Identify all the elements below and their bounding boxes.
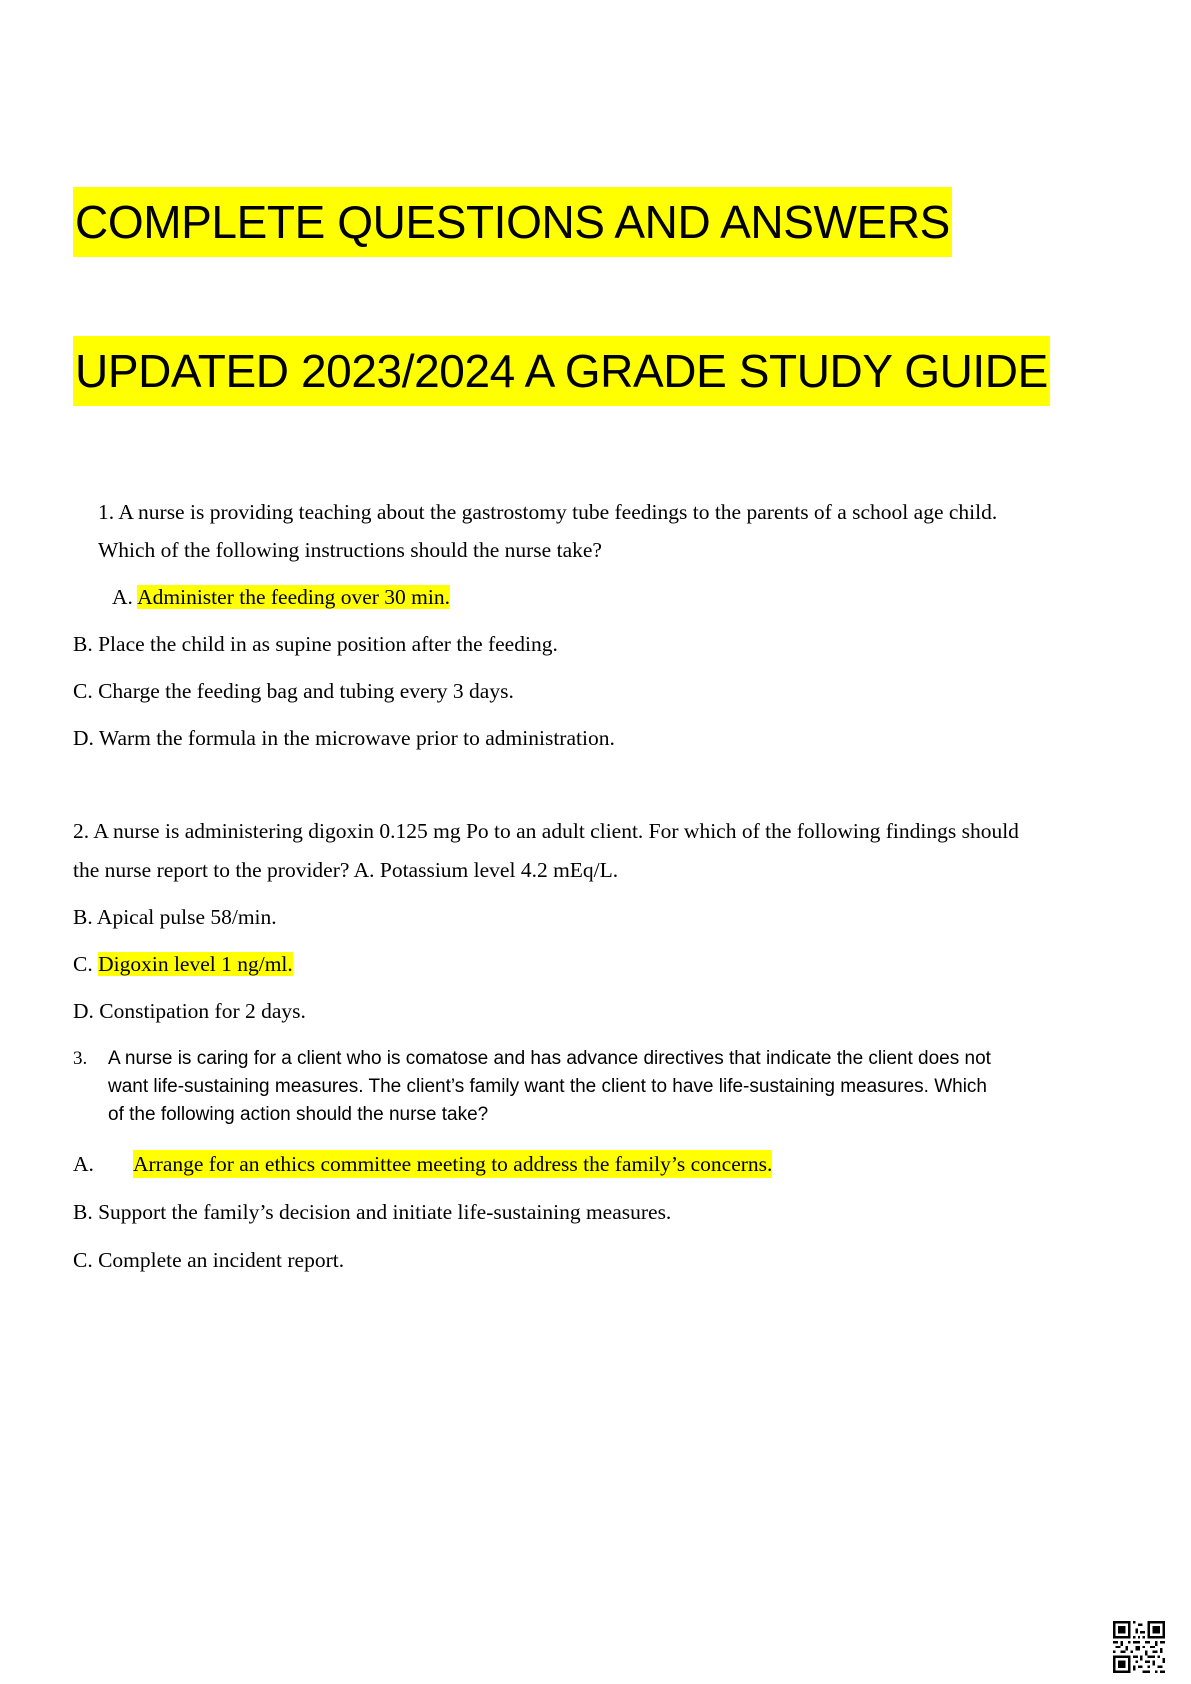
qr-code-icon xyxy=(1113,1621,1165,1673)
question-1-line-1: 1. A nurse is providing teaching about the gastrostomy tube feedings to the parents of a school age child. xyxy=(98,500,998,524)
option-letter: D. xyxy=(73,999,94,1023)
q2-option-b xyxy=(73,903,277,931)
title-line-2: UPDATED 2023/2024 A GRADE STUDY GUIDE xyxy=(73,336,1050,406)
question-3-line-1: A nurse is caring for a client who is comatose and has advance directives that indicate the client does not xyxy=(108,1048,991,1069)
option-letter: D. xyxy=(73,726,94,750)
q3-option-b xyxy=(73,1198,671,1226)
option-letter: C. xyxy=(73,952,93,976)
option-text: Charge the feeding bag and tubing every 3 days. xyxy=(98,679,514,703)
option-letter: C. xyxy=(73,679,93,703)
question-3-line-3: of the following action should the nurse take? xyxy=(108,1104,489,1125)
question-1-line-2: Which of the following instructions should the nurse take? xyxy=(98,538,602,562)
q1-option-c xyxy=(73,677,514,705)
question-3-line-2: want life-sustaining measures. The client’s family want the client to have life-sustaining measures. Which xyxy=(108,1076,987,1097)
option-text: Warm the formula in the microwave prior to administration. xyxy=(98,726,615,750)
q3-option-a-text-answer: Arrange for an ethics committee meeting to address the family’s concerns. xyxy=(133,1152,773,1176)
option-text: Support the family’s decision and initiate life-sustaining measures. xyxy=(98,1200,672,1224)
title-line-1: COMPLETE QUESTIONS AND ANSWERS xyxy=(73,187,952,257)
option-letter: B. xyxy=(73,632,93,656)
option-text-answer: Administer the feeding over 30 min. xyxy=(137,585,450,609)
q3-option-a-letter: A. xyxy=(73,1152,94,1176)
option-letter: C. xyxy=(73,1248,93,1272)
option-text: Complete an incident report. xyxy=(98,1248,345,1272)
option-letter: B. xyxy=(73,905,93,929)
question-3-number: 3. xyxy=(73,1048,88,1069)
q3-option-c xyxy=(73,1246,344,1274)
q1-option-d xyxy=(73,724,615,752)
question-2-line-1: 2. A nurse is administering digoxin 0.125 mg Po to an adult client. For which of the following findings should xyxy=(73,819,1019,843)
q2-option-c xyxy=(73,950,293,978)
option-letter: A. xyxy=(112,585,133,609)
question-2-line-2: the nurse report to the provider? A. Potassium level 4.2 mEq/L. xyxy=(73,858,619,882)
option-text: Apical pulse 58/min. xyxy=(96,905,277,929)
option-text: Constipation for 2 days. xyxy=(99,999,306,1023)
q1-option-a xyxy=(112,583,450,611)
q2-option-d xyxy=(73,997,306,1025)
option-text: Place the child in as supine position after the feeding. xyxy=(98,632,558,656)
q1-option-b xyxy=(73,630,558,658)
option-text-answer: Digoxin level 1 ng/ml. xyxy=(98,952,293,976)
option-letter: B. xyxy=(73,1200,93,1224)
